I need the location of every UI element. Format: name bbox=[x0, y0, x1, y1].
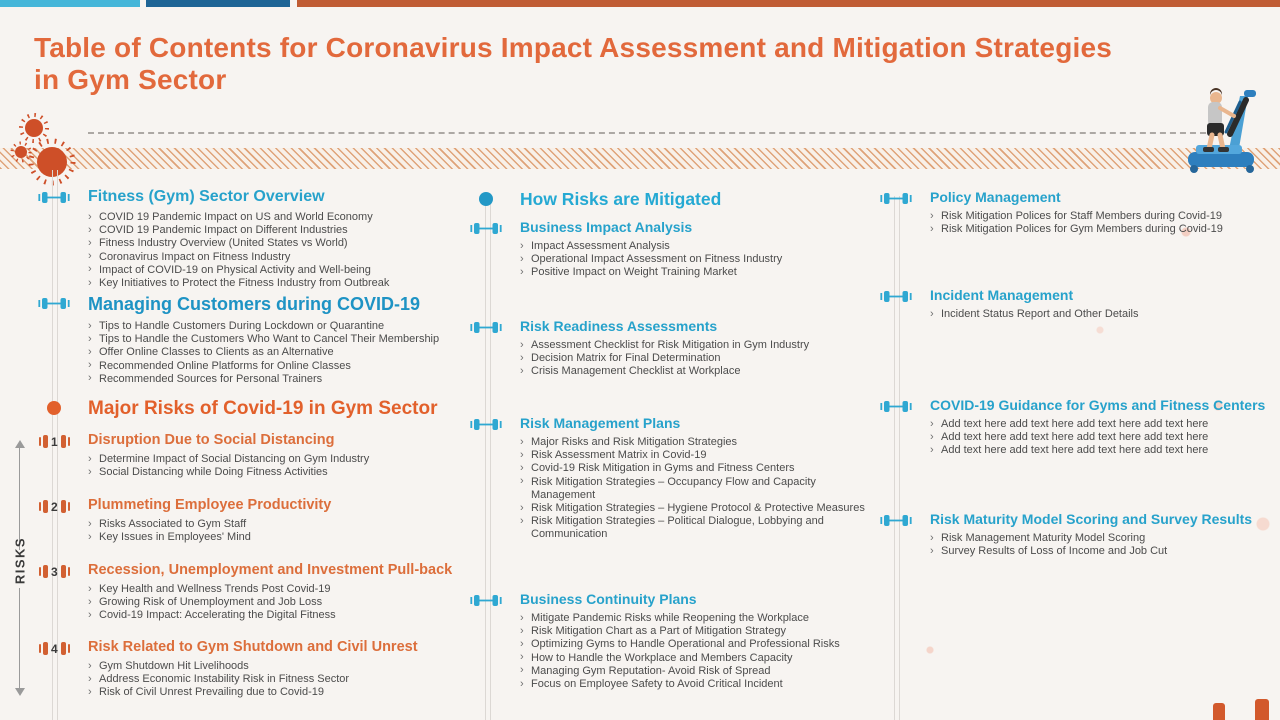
section-title: Fitness (Gym) Sector Overview bbox=[88, 188, 325, 205]
toc-bullet: › Focus on Employee Safety to Avoid Critical Incident bbox=[520, 678, 880, 691]
toc-bullet: › Add text here add text here add text here add text here bbox=[930, 418, 1280, 431]
toc-bullet: › Key Health and Wellness Trends Post Covid-19 bbox=[88, 583, 460, 596]
toc-section-covid-guidance bbox=[878, 397, 1280, 458]
bullet-list bbox=[36, 320, 460, 386]
toc-bullet: › How to Handle the Workplace and Members Capacity bbox=[520, 652, 880, 665]
toc-bullet: › Assessment Checklist for Risk Mitigation in Gym Industry bbox=[520, 339, 880, 352]
bullet-list bbox=[36, 660, 460, 700]
toc-bullet: › Managing Gym Reputation- Avoid Risk of Spread bbox=[520, 665, 880, 678]
section-title: Risk Management Plans bbox=[520, 415, 681, 431]
dumbbell-icon bbox=[38, 190, 70, 205]
risk-number-marker: 4 bbox=[39, 641, 70, 656]
bullet-list bbox=[878, 308, 1280, 321]
toc-bullet: › Growing Risk of Unemployment and Job Loss bbox=[88, 596, 460, 609]
toc-column-middle bbox=[468, 0, 880, 720]
toc-bullet: › Major Risks and Risk Mitigation Strategies bbox=[520, 436, 880, 449]
section-title: Risk Maturity Model Scoring and Survey Results bbox=[930, 511, 1253, 527]
toc-bullet: › Key Issues in Employees' Mind bbox=[88, 531, 460, 544]
bullet-list bbox=[878, 210, 1280, 236]
toc-bullet: › Operational Impact Assessment on Fitness Industry bbox=[520, 253, 880, 266]
toc-bullet: › COVID 19 Pandemic Impact on Different Industries bbox=[88, 224, 460, 237]
dumbbell-weight-decoration bbox=[1213, 703, 1225, 720]
toc-section-business-continuity bbox=[468, 591, 880, 691]
dumbbell-icon bbox=[470, 417, 502, 432]
toc-bullet: › Decision Matrix for Final Determination bbox=[520, 352, 880, 365]
bullet-list bbox=[36, 518, 460, 544]
toc-bullet: › Gym Shutdown Hit Livelihoods bbox=[88, 660, 460, 673]
dumbbell-icon bbox=[470, 221, 502, 236]
toc-bullet: › Risks Associated to Gym Staff bbox=[88, 518, 460, 531]
risk-title: Risk Related to Gym Shutdown and Civil Unrest bbox=[88, 639, 418, 655]
toc-risk-item-2 bbox=[36, 497, 460, 544]
toc-bullet: › Recommended Online Platforms for Online Classes bbox=[88, 360, 460, 373]
toc-section-risk-maturity bbox=[878, 511, 1280, 558]
risk-number-marker: 1 bbox=[39, 434, 70, 449]
dumbbell-icon bbox=[38, 296, 70, 311]
toc-bullet: › Key Initiatives to Protect the Fitness Industry from Outbreak bbox=[88, 277, 460, 290]
toc-bullet: › Covid-19 Risk Mitigation in Gyms and Fitness Centers bbox=[520, 462, 880, 475]
group-title: How Risks are Mitigated bbox=[520, 189, 722, 209]
toc-bullet: › Fitness Industry Overview (United States vs World) bbox=[88, 237, 460, 250]
bullet-list bbox=[468, 339, 880, 379]
toc-bullet: › Address Economic Instability Risk in Fitness Sector bbox=[88, 673, 460, 686]
toc-bullet: › Tips to Handle Customers During Lockdown or Quarantine bbox=[88, 320, 460, 333]
risk-number-marker: 3 bbox=[39, 564, 70, 579]
dumbbell-icon bbox=[880, 399, 912, 414]
section-title: Managing Customers during COVID-19 bbox=[88, 294, 421, 314]
toc-bullet: › Impact Assessment Analysis bbox=[520, 240, 880, 253]
section-title: COVID-19 Guidance for Gyms and Fitness Centers bbox=[930, 397, 1266, 413]
toc-group-how-risks-mitigated bbox=[468, 189, 880, 210]
toc-bullet: › Positive Impact on Weight Training Market bbox=[520, 266, 880, 279]
toc-section-risk-readiness bbox=[468, 318, 880, 379]
toc-risk-item-4 bbox=[36, 639, 460, 700]
toc-bullet: › COVID 19 Pandemic Impact on US and World Economy bbox=[88, 211, 460, 224]
toc-bullet: › Impact of COVID-19 on Physical Activity and Well-being bbox=[88, 264, 460, 277]
toc-bullet: › Risk Assessment Matrix in Covid-19 bbox=[520, 449, 880, 462]
toc-bullet: › Risk of Civil Unrest Prevailing due to Covid-19 bbox=[88, 686, 460, 699]
toc-column-right bbox=[878, 0, 1280, 720]
group-title: Major Risks of Covid-19 in Gym Sector bbox=[88, 398, 438, 419]
bullet-list bbox=[36, 583, 460, 623]
risk-title: Recession, Unemployment and Investment Pull-back bbox=[88, 562, 453, 578]
section-title: Risk Readiness Assessments bbox=[520, 318, 718, 334]
toc-column-left bbox=[36, 0, 460, 720]
section-title: Policy Management bbox=[930, 189, 1061, 205]
toc-bullet: › Risk Mitigation Polices for Gym Members during Covid-19 bbox=[930, 223, 1280, 236]
toc-bullet: › Risk Mitigation Strategies – Political Dialogue, Lobbying and Communication bbox=[520, 515, 880, 541]
toc-bullet: › Covid-19 Impact: Accelerating the Digital Fitness bbox=[88, 609, 460, 622]
risk-title: Plummeting Employee Productivity bbox=[88, 497, 332, 513]
toc-bullet: › Determine Impact of Social Distancing on Gym Industry bbox=[88, 453, 460, 466]
dumbbell-icon bbox=[880, 191, 912, 206]
bullet-list bbox=[36, 211, 460, 290]
toc-bullet: › Mitigate Pandemic Risks while Reopening the Workplace bbox=[520, 612, 880, 625]
section-title: Incident Management bbox=[930, 287, 1074, 303]
toc-bullet: › Risk Mitigation Polices for Staff Members during Covid-19 bbox=[930, 210, 1280, 223]
toc-bullet: › Risk Mitigation Strategies – Occupancy Flow and Capacity Management bbox=[520, 476, 880, 502]
toc-bullet: › Incident Status Report and Other Details bbox=[930, 308, 1280, 321]
arrow-down-icon bbox=[15, 688, 25, 696]
bullet-circle-icon bbox=[47, 401, 61, 415]
risks-axis bbox=[10, 440, 32, 696]
bullet-list bbox=[468, 436, 880, 542]
arrow-up-icon bbox=[15, 440, 25, 448]
dumbbell-icon bbox=[470, 593, 502, 608]
dumbbell-icon bbox=[470, 320, 502, 335]
toc-section-business-impact-analysis bbox=[468, 219, 880, 280]
dumbbell-icon bbox=[880, 513, 912, 528]
toc-bullet: › Add text here add text here add text here add text here bbox=[930, 444, 1280, 457]
section-title: Business Impact Analysis bbox=[520, 219, 693, 235]
axis-line bbox=[19, 588, 20, 690]
risks-axis-label: RISKS bbox=[12, 536, 28, 585]
toc-bullet: › Survey Results of Loss of Income and Job Cut bbox=[930, 545, 1280, 558]
toc-bullet: › Risk Management Maturity Model Scoring bbox=[930, 532, 1280, 545]
toc-bullet: › Risk Mitigation Strategies – Hygiene Protocol & Protective Measures bbox=[520, 502, 880, 515]
toc-bullet: › Offer Online Classes to Clients as an Alternative bbox=[88, 346, 460, 359]
bullet-circle-icon bbox=[479, 192, 493, 206]
toc-bullet: › Crisis Management Checklist at Workplace bbox=[520, 365, 880, 378]
toc-section-policy-management bbox=[878, 189, 1280, 236]
toc-bullet: › Risk Mitigation Chart as a Part of Mitigation Strategy bbox=[520, 625, 880, 638]
bullet-list bbox=[878, 532, 1280, 558]
toc-section-incident-management bbox=[878, 287, 1280, 321]
bullet-list bbox=[468, 612, 880, 691]
toc-bullet: › Add text here add text here add text here add text here bbox=[930, 431, 1280, 444]
slide-title: Table of Contents for Coronavirus Impact Assessment and Mitigation Strategies in Gym Sector bbox=[34, 31, 1113, 95]
toc-bullet: › Coronavirus Impact on Fitness Industry bbox=[88, 251, 460, 264]
bullet-list bbox=[36, 453, 460, 479]
risk-title: Disruption Due to Social Distancing bbox=[88, 432, 335, 448]
bullet-list bbox=[468, 240, 880, 280]
toc-section-risk-management-plans bbox=[468, 415, 880, 542]
toc-bullet: › Tips to Handle the Customers Who Want to Cancel Their Membership bbox=[88, 333, 460, 346]
bullet-list bbox=[878, 418, 1280, 458]
toc-section-fitness-overview bbox=[36, 188, 460, 290]
toc-section-managing-customers bbox=[36, 294, 460, 386]
dumbbell-weight-decoration bbox=[1255, 699, 1269, 720]
dumbbell-icon bbox=[880, 289, 912, 304]
risk-number-marker: 2 bbox=[39, 499, 70, 514]
toc-risk-item-3 bbox=[36, 562, 460, 623]
toc-group-major-risks bbox=[36, 398, 460, 420]
section-title: Business Continuity Plans bbox=[520, 591, 697, 607]
toc-bullet: › Social Distancing while Doing Fitness Activities bbox=[88, 466, 460, 479]
toc-bullet: › Recommended Sources for Personal Trainers bbox=[88, 373, 460, 386]
toc-risk-item-1 bbox=[36, 432, 460, 479]
toc-bullet: › Optimizing Gyms to Handle Operational and Professional Risks bbox=[520, 638, 880, 651]
